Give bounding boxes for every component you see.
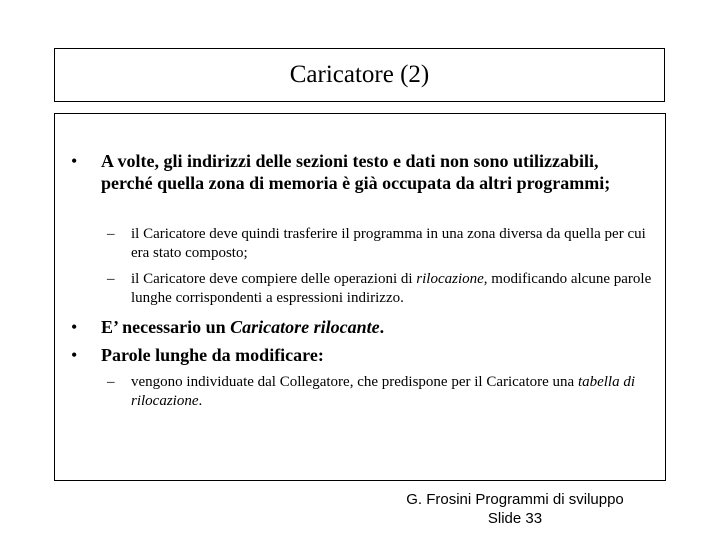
sub-bullet-1-1-text: il Caricatore deve quindi trasferire il programma in una zona diversa da quella per cui era stato composto; xyxy=(131,226,646,261)
slide-title: Caricatore (2) xyxy=(289,61,430,88)
bullet-1-text: A volte, gli indirizzi delle sezioni testo e dati non sono utilizzabili, perché quella zona di memoria è già occupata da altri programmi; xyxy=(101,151,611,193)
footer-slide-number: Slide 33 xyxy=(487,510,543,527)
footer xyxy=(390,490,640,528)
tabella-rilocazione-term: tabella di rilocazione xyxy=(131,374,636,409)
bullet-2-post: . xyxy=(379,317,385,337)
sub-bullet-1-2-pre: il Caricatore deve compiere delle operazioni di xyxy=(131,271,417,287)
caricatore-rilocante-term: Caricatore rilocante xyxy=(230,317,380,337)
bullet-2-pre: E’ necessario un xyxy=(101,317,231,337)
sub-bullet-1-2-post: , modificando alcune parole lunghe corrispondenti a espressioni indirizzo. xyxy=(131,271,652,306)
dash-icon: – xyxy=(107,271,115,287)
sub-bullet-3-1-post: . xyxy=(198,393,203,409)
rilocazione-term: rilocazione xyxy=(416,271,484,287)
sub-bullet-1-2-text xyxy=(131,270,663,308)
bullet-3-text: Parole lunghe da modificare: xyxy=(101,345,324,365)
footer-author-course: G. Frosini Programmi di sviluppo xyxy=(406,491,624,508)
bullet-2-text xyxy=(101,316,651,338)
title-box xyxy=(54,48,665,102)
bullet-icon: • xyxy=(71,317,78,337)
dash-icon: – xyxy=(107,374,115,390)
bullet-icon: • xyxy=(71,345,78,365)
bullet-icon: • xyxy=(71,151,78,171)
content-box xyxy=(54,113,666,481)
sub-bullet-3-1-pre: vengono individuate dal Collegatore, che predispone per il Caricatore una xyxy=(131,374,578,390)
sub-bullet-3-1-text xyxy=(131,373,663,411)
dash-icon: – xyxy=(107,226,115,242)
